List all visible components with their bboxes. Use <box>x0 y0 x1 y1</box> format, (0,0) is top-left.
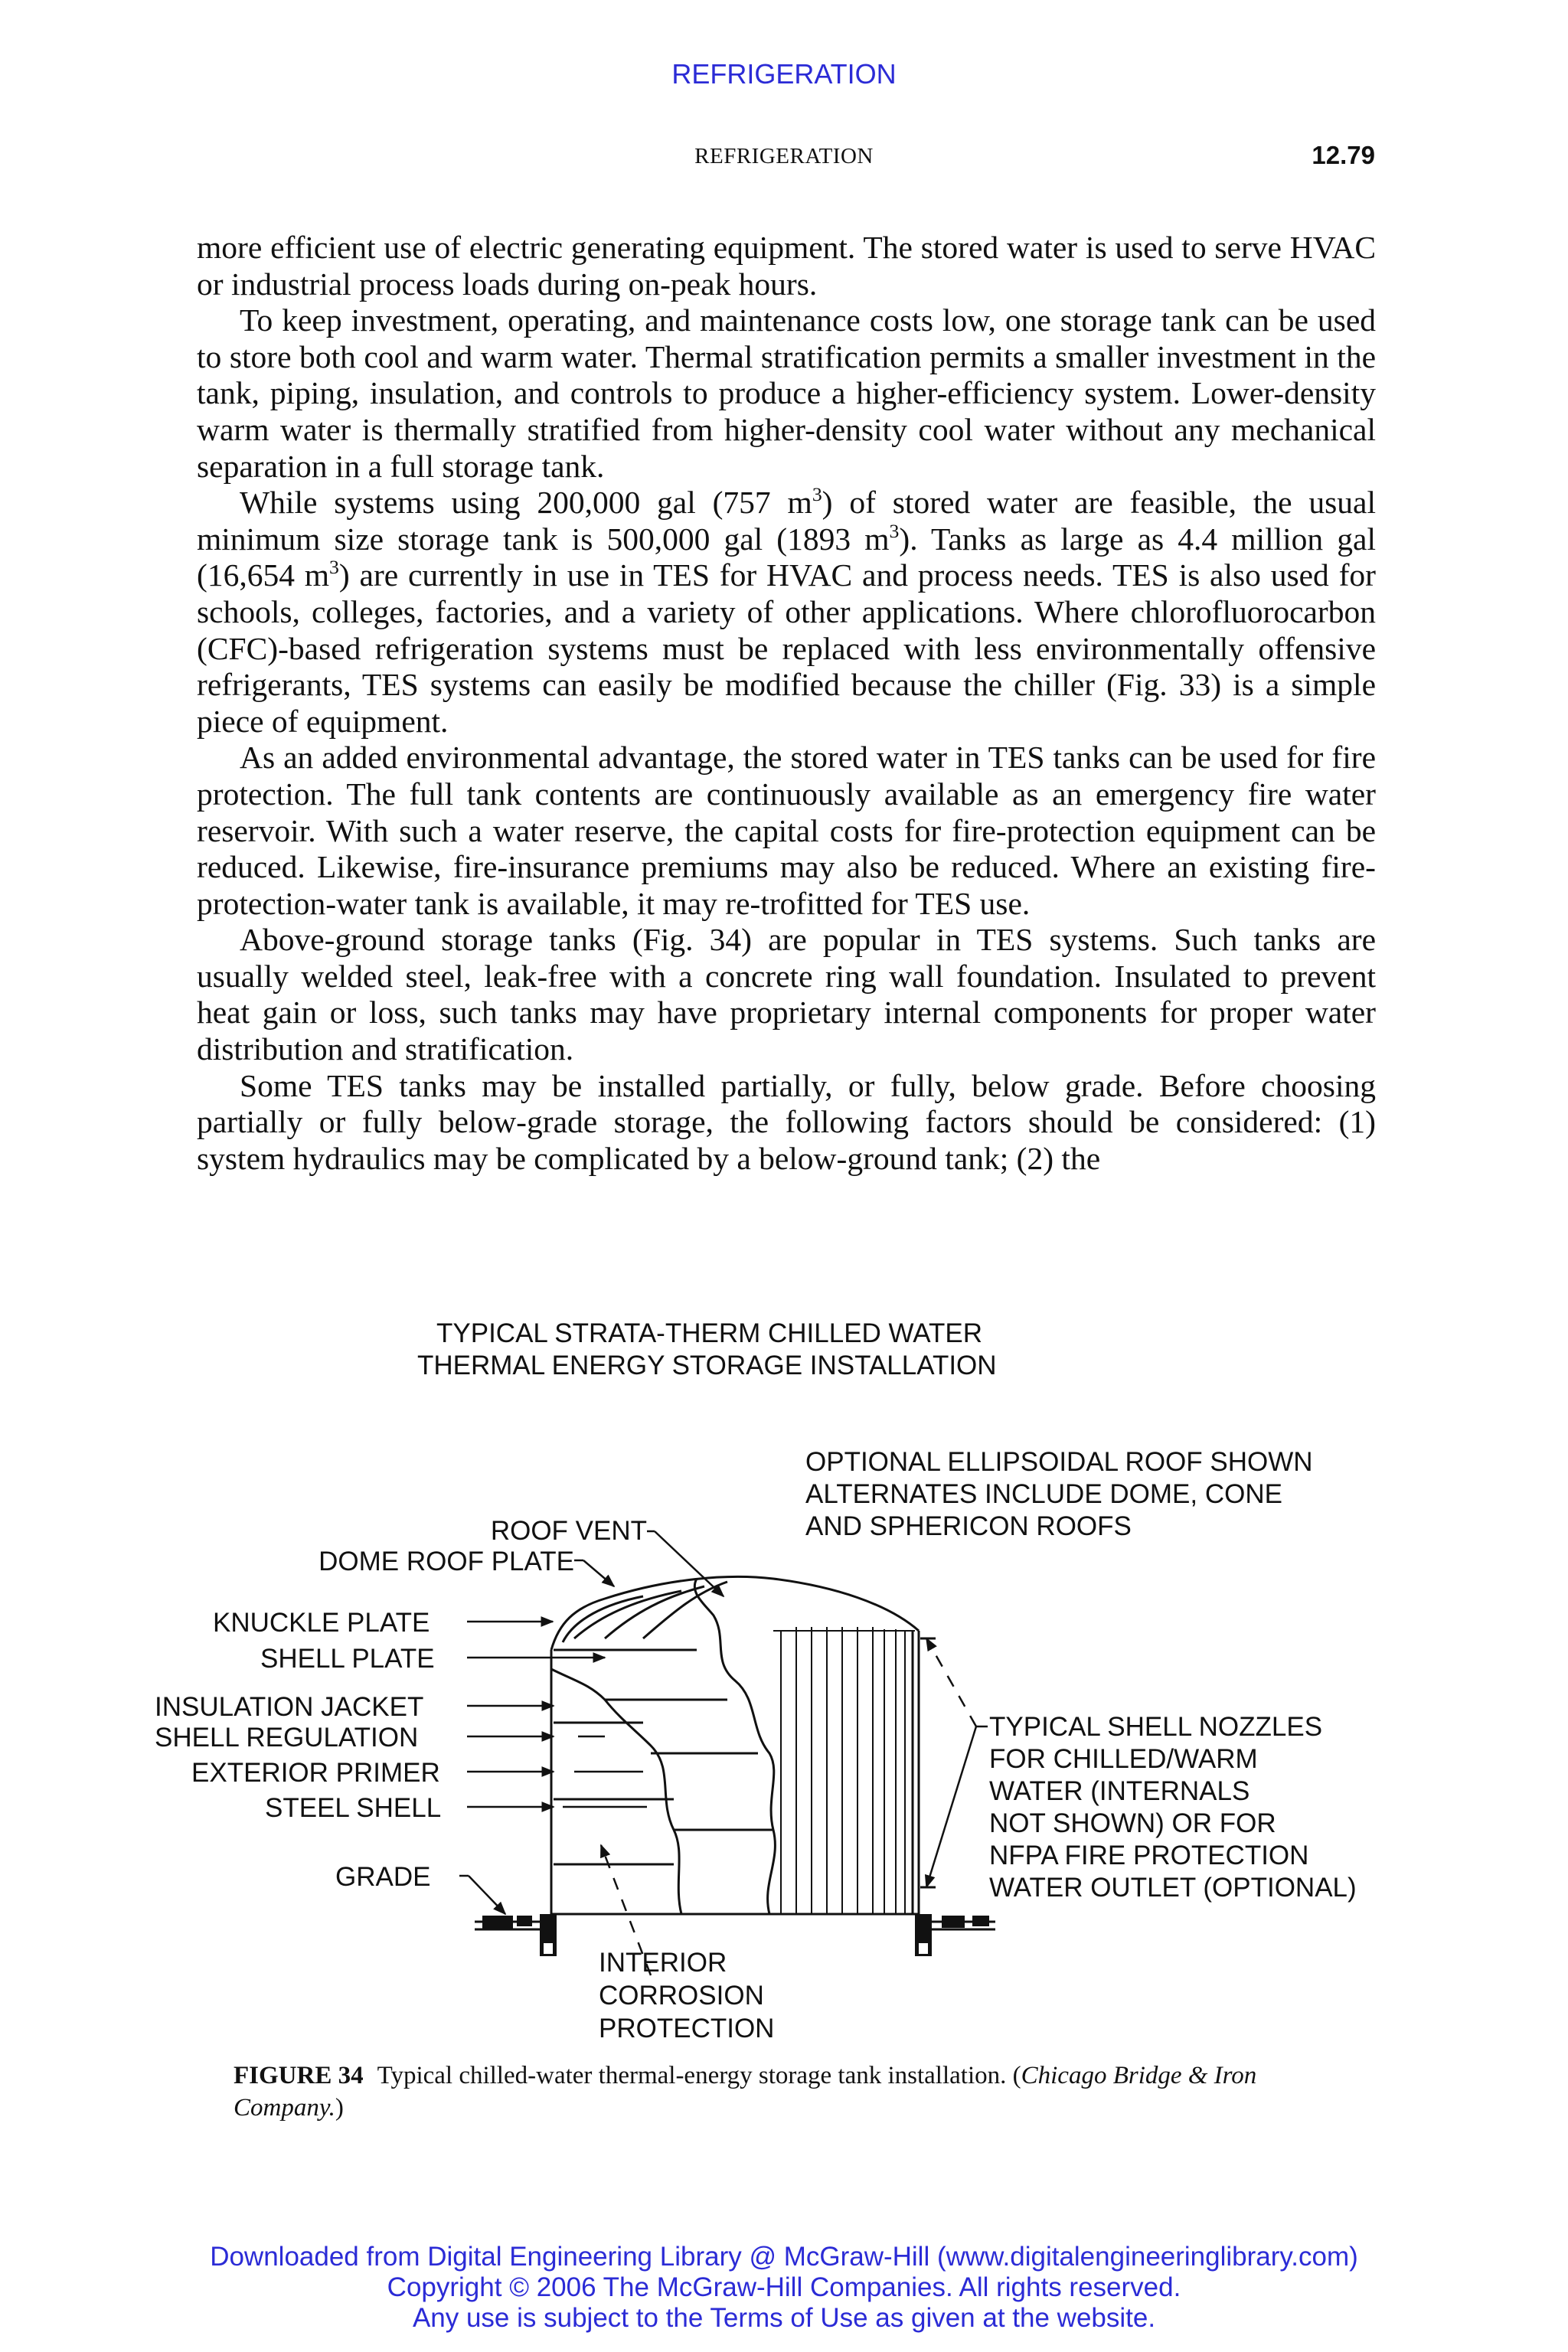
figure-34 <box>145 1302 1432 2052</box>
label-exterior-primer: EXTERIOR PRIMER <box>191 1758 440 1788</box>
source-banner: REFRIGERATION <box>671 58 897 90</box>
footer-line-3: Any use is subject to the Terms of Use as given at the website. <box>412 2303 1156 2333</box>
label-protection: PROTECTION <box>599 2014 775 2043</box>
paragraph-3-part: ) are currently in use in TES for HVAC and process needs. TES is also used for schools, colleges, factories, and a variety of other applications. Where chlorofluorocarbon (CFC)-based refrigeration systems must be replaced with less environmentally offensive refrigerants, TES systems can easily be modified because the chiller (Fig. 33) is a simple piece of equipment. <box>197 557 1376 739</box>
paragraph-6: Some TES tanks may be installed partially, or fully, below grade. Before choosing partially or fully below-grade storage, the following factors should be considered: (1) system hydraulics may be complicated by a below-ground tank; (2) the <box>197 1067 1376 1176</box>
dome-roof <box>551 1576 919 1650</box>
figure-title-line-2: THERMAL ENERGY STORAGE INSTALLATION <box>417 1351 997 1380</box>
label-nozzle-6: WATER OUTLET (OPTIONAL) <box>989 1873 1357 1903</box>
caption-text: Typical chilled-water thermal-energy storage tank installation. ( <box>377 2062 1021 2089</box>
paragraph-4: As an added environmental advantage, the stored water in TES tanks can be used for fire protection. The full tank contents are continuously available as an emergency fire water reservoir. With such a water reserve, the capital costs for fire-protection equipment can be reduced. Likewise, fire-insurance premiums may also be reduced. Where an existing fire-protection-water tank is available, it may re-trofitted for TES use. <box>197 740 1376 921</box>
ring-wall-left <box>482 1916 513 1929</box>
paragraph-3 <box>197 485 1376 740</box>
label-interior: INTERIOR <box>599 1948 727 1978</box>
cutaway-edge-outer <box>694 1579 775 1914</box>
label-roof-note-2: ALTERNATES INCLUDE DOME, CONE <box>805 1479 1282 1509</box>
label-nozzle-2: FOR CHILLED/WARM <box>989 1744 1258 1774</box>
body-text <box>197 230 1376 1177</box>
label-steel-shell: STEEL SHELL <box>265 1793 442 1823</box>
figure-title-line-1: TYPICAL STRATA-THERM CHILLED WATER <box>436 1318 983 1348</box>
caption-credit: Chicago Bridge & Iron Company. <box>234 2062 1257 2122</box>
caption-label: FIGURE 34 <box>234 2062 364 2089</box>
label-roof-vent: ROOF VENT <box>490 1516 647 1546</box>
figure-caption <box>234 2060 1336 2124</box>
label-corrosion: CORROSION <box>599 1981 764 2011</box>
paragraph-3-part: ). Tanks as large as 4.4 million gal (16,654 m <box>197 521 1376 593</box>
label-insulation-jacket: INSULATION JACKET <box>155 1692 424 1722</box>
paragraph-2: To keep investment, operating, and maintenance costs low, one storage tank can be used to store both cool and warm water. Thermal stratification permits a smaller investment in the tank, piping, insulation, and controls to produce a higher-efficiency system. Lower-density warm water is thermally stratified from higher-density cool water without any mechanical separation in a full storage tank. <box>197 302 1376 484</box>
running-head: REFRIGERATION <box>694 144 874 168</box>
label-roof-note-1: OPTIONAL ELLIPSOIDAL ROOF SHOWN <box>805 1447 1313 1477</box>
paragraph-3-part: While systems using 200,000 gal (757 m <box>240 485 812 521</box>
footer-line-1[interactable]: Downloaded from Digital Engineering Library @ McGraw-Hill (www.digitalengineeringlibrary.com) <box>210 2242 1358 2272</box>
superscript: 3 <box>812 483 822 506</box>
label-nozzle-1: TYPICAL SHELL NOZZLES <box>989 1712 1323 1742</box>
superscript: 3 <box>889 519 900 542</box>
paragraph-1: more efficient use of electric generating equipment. The stored water is used to serve HVAC or industrial process loads during on-peak hours. <box>197 230 1376 302</box>
page-number: 12.79 <box>1312 141 1375 169</box>
download-footer <box>0 2242 1568 2334</box>
label-grade: GRADE <box>335 1862 431 1892</box>
label-dome-roof-plate: DOME ROOF PLATE <box>318 1547 574 1576</box>
label-nozzle-3: WATER (INTERNALS <box>989 1776 1250 1806</box>
label-shell-plate: SHELL PLATE <box>260 1644 435 1674</box>
superscript: 3 <box>329 556 339 579</box>
label-nozzle-5: NFPA FIRE PROTECTION <box>989 1841 1309 1870</box>
paragraph-3-part: ) of stored water are feasible, the usual minimum size storage tank is 500,000 gal (1893 m <box>197 485 1376 557</box>
paragraph-5: Above-ground storage tanks (Fig. 34) are popular in TES systems. Such tanks are usually welded steel, leak-free with a concrete ring wall foundation. Insulated to prevent heat gain or loss, such tanks may have proprietary internal components for proper water distribution and stratification. <box>197 922 1376 1067</box>
tank-diagram <box>145 1302 1432 2052</box>
label-nozzle-4: NOT SHOWN) OR FOR <box>989 1808 1276 1838</box>
footer-line-2: Copyright © 2006 The McGraw-Hill Companies. All rights reserved. <box>387 2272 1181 2302</box>
caption-close: ) <box>335 2094 344 2122</box>
label-knuckle-plate: KNUCKLE PLATE <box>213 1608 430 1638</box>
label-roof-note-3: AND SPHERICON ROOFS <box>805 1511 1132 1541</box>
cutaway-edge-inner <box>551 1669 681 1914</box>
label-shell-regulation: SHELL REGULATION <box>155 1723 419 1753</box>
